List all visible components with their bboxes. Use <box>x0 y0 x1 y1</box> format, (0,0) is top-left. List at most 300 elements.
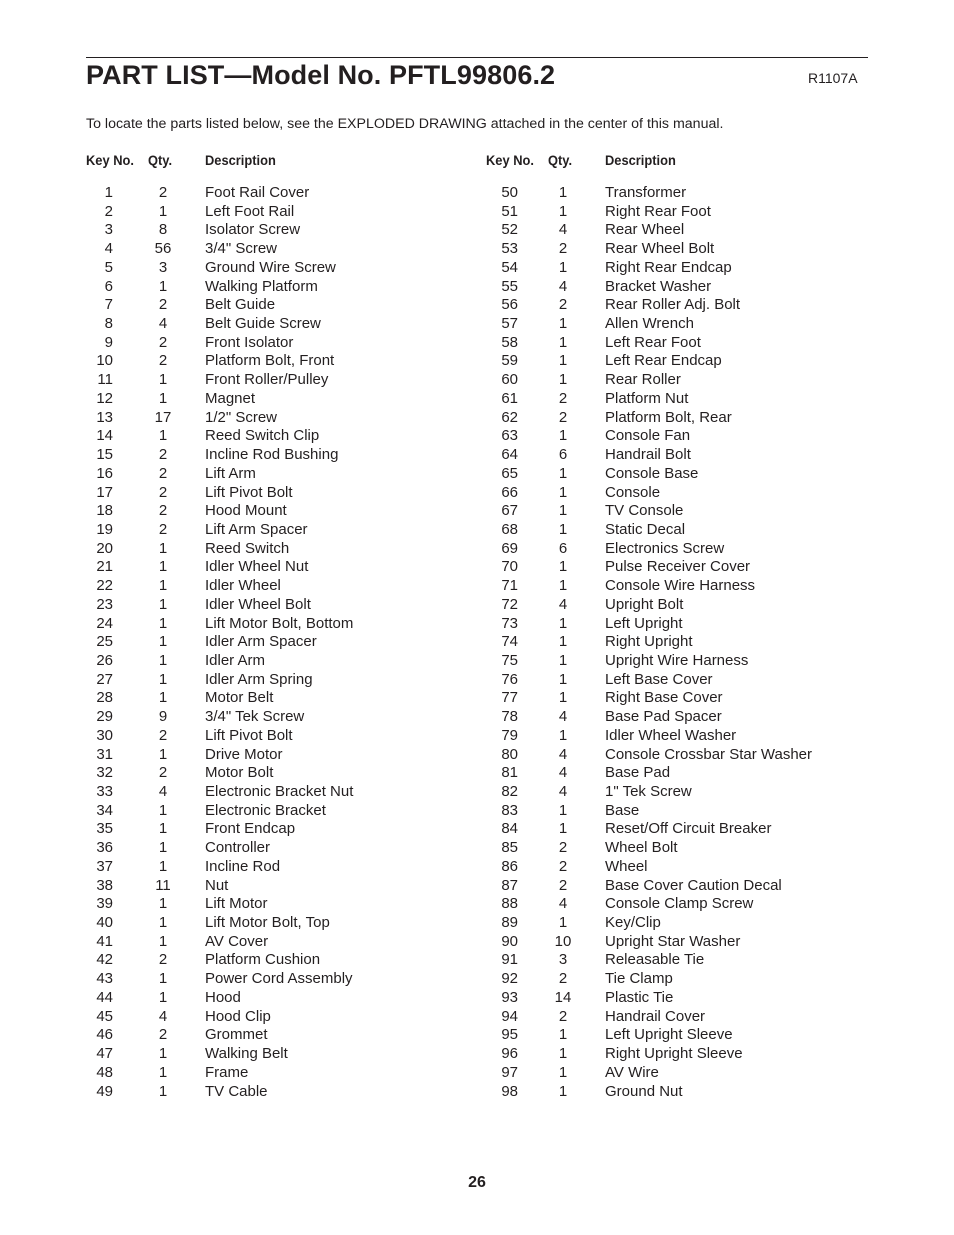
part-description: Frame <box>205 1063 249 1081</box>
part-description: Handrail Cover <box>605 1007 706 1025</box>
part-qty: 6 <box>558 539 568 557</box>
part-key-no: 89 <box>501 914 518 932</box>
part-qty: 1 <box>158 558 168 576</box>
part-qty: 1 <box>158 745 168 763</box>
page-title: PART LIST—Model No. PFTL99806.2 <box>86 60 556 90</box>
part-key-no: 85 <box>501 839 518 857</box>
part-description: Motor Bolt <box>205 764 274 782</box>
part-qty: 1 <box>158 914 168 932</box>
table-row <box>86 1045 486 1064</box>
table-row <box>86 259 486 278</box>
header-description: Description <box>205 152 276 168</box>
table-row <box>86 596 486 615</box>
part-key-no: 67 <box>501 502 518 520</box>
table-row <box>486 858 886 877</box>
table-row <box>86 465 486 484</box>
part-key-no: 62 <box>501 408 518 426</box>
part-description: Upright Star Washer <box>605 932 741 950</box>
part-qty: 1 <box>158 614 168 632</box>
table-row <box>486 352 886 371</box>
part-description: Reed Switch <box>205 539 290 557</box>
table-row <box>486 540 886 559</box>
part-description: Ground Wire Screw <box>205 258 336 276</box>
part-description: Static Decal <box>605 520 686 538</box>
part-description: Idler Wheel Washer <box>605 726 737 744</box>
table-row <box>486 820 886 839</box>
part-key-no: 13 <box>96 408 113 426</box>
part-description: AV Wire <box>605 1063 659 1081</box>
part-key-no: 3 <box>104 221 113 239</box>
table-row <box>86 540 486 559</box>
part-description: Console Clamp Screw <box>605 895 754 913</box>
part-key-no: 4 <box>104 240 113 258</box>
part-qty: 1 <box>558 333 568 351</box>
part-key-no: 75 <box>501 651 518 669</box>
part-qty: 1 <box>158 651 168 669</box>
part-key-no: 16 <box>96 464 113 482</box>
table-row <box>86 877 486 896</box>
part-description: AV Cover <box>205 932 269 950</box>
part-qty: 1 <box>158 932 168 950</box>
part-qty: 1 <box>158 1045 168 1063</box>
part-description: Platform Bolt, Front <box>205 352 335 370</box>
part-qty: 1 <box>558 315 568 333</box>
part-key-no: 15 <box>96 446 113 464</box>
part-description: Left Upright Sleeve <box>605 1026 733 1044</box>
part-description: Lift Arm <box>205 464 256 482</box>
table-row <box>86 633 486 652</box>
table-row <box>86 951 486 970</box>
parts-table-left <box>86 152 486 1101</box>
part-key-no: 60 <box>501 371 518 389</box>
part-key-no: 74 <box>501 633 518 651</box>
part-qty: 2 <box>158 951 168 969</box>
part-description: Right Base Cover <box>605 689 723 707</box>
part-qty: 1 <box>558 820 568 838</box>
table-row <box>86 895 486 914</box>
table-row <box>486 278 886 297</box>
part-description: Power Cord Assembly <box>205 970 353 988</box>
table-row <box>486 577 886 596</box>
part-description: Rear Wheel Bolt <box>605 240 715 258</box>
part-key-no: 45 <box>96 1007 113 1025</box>
part-key-no: 17 <box>96 483 113 501</box>
part-description: Right Rear Foot <box>605 202 711 220</box>
table-row <box>486 783 886 802</box>
part-description: Grommet <box>205 1026 268 1044</box>
table-row <box>486 259 886 278</box>
part-description: Upright Wire Harness <box>605 651 749 669</box>
part-description: Electronic Bracket Nut <box>205 783 354 800</box>
part-qty: 2 <box>558 296 568 314</box>
part-qty: 2 <box>158 184 168 201</box>
table-row <box>486 521 886 540</box>
part-qty: 1 <box>158 1082 168 1100</box>
part-description: Rear Wheel <box>605 221 685 239</box>
part-key-no: 93 <box>501 988 518 1006</box>
part-description: Wheel Bolt <box>605 839 678 857</box>
table-row <box>86 914 486 933</box>
part-key-no: 91 <box>501 951 518 969</box>
part-key-no: 25 <box>96 633 113 651</box>
table-row <box>86 671 486 690</box>
table-row <box>486 596 886 615</box>
table-row <box>86 989 486 1008</box>
part-qty: 1 <box>158 539 168 557</box>
part-key-no: 90 <box>501 932 518 950</box>
part-qty: 4 <box>158 1007 168 1025</box>
part-description: Idler Arm Spring <box>205 670 313 688</box>
part-qty: 2 <box>558 408 568 426</box>
part-description: Front Isolator <box>205 333 294 351</box>
table-row <box>486 390 886 409</box>
part-description: Walking Platform <box>205 277 318 295</box>
part-description: Releasable Tie <box>605 951 705 969</box>
part-qty: 4 <box>558 764 568 782</box>
part-qty: 2 <box>558 839 568 857</box>
part-qty: 4 <box>558 221 568 239</box>
part-description: Hood <box>205 988 241 1006</box>
part-key-no: 31 <box>96 745 113 763</box>
part-description: Front Roller/Pulley <box>205 371 329 389</box>
table-row <box>86 352 486 371</box>
part-qty: 4 <box>558 277 568 295</box>
part-key-no: 1 <box>104 184 113 201</box>
part-key-no: 33 <box>96 783 113 800</box>
part-qty: 1 <box>558 614 568 632</box>
table-row <box>486 484 886 503</box>
part-key-no: 63 <box>501 427 518 445</box>
table-row <box>486 558 886 577</box>
part-qty: 2 <box>558 389 568 407</box>
part-qty: 2 <box>558 857 568 875</box>
table-row <box>486 371 886 390</box>
table-row <box>86 446 486 465</box>
table-row <box>486 708 886 727</box>
part-key-no: 84 <box>501 820 518 838</box>
table-row <box>486 895 886 914</box>
table-row <box>486 689 886 708</box>
part-description: Base <box>605 801 640 819</box>
part-qty: 1 <box>558 427 568 445</box>
part-description: Console Wire Harness <box>605 577 756 595</box>
table-row <box>486 1008 886 1027</box>
part-key-no: 8 <box>104 315 113 333</box>
part-qty: 1 <box>558 633 568 651</box>
title-rule <box>86 57 868 58</box>
part-key-no: 69 <box>501 539 518 557</box>
part-qty: 1 <box>158 689 168 707</box>
part-key-no: 7 <box>104 296 113 314</box>
table-row <box>486 671 886 690</box>
table-row <box>486 802 886 821</box>
part-description: Reset/Off Circuit Breaker <box>605 820 772 838</box>
part-description: Console <box>605 483 661 501</box>
table-row <box>486 240 886 259</box>
part-key-no: 21 <box>96 558 113 576</box>
part-description: Walking Belt <box>205 1045 288 1063</box>
table-row <box>86 615 486 634</box>
part-qty: 1 <box>558 371 568 389</box>
part-key-no: 54 <box>501 258 518 276</box>
table-row <box>86 240 486 259</box>
part-description: Idler Wheel <box>205 577 281 595</box>
part-description: Right Upright <box>605 633 693 651</box>
part-qty: 1 <box>158 988 168 1006</box>
table-row <box>486 727 886 746</box>
part-description: Idler Wheel Nut <box>205 558 309 576</box>
part-qty: 4 <box>558 895 568 913</box>
part-key-no: 47 <box>96 1045 113 1063</box>
header-key-no: Key No. <box>86 152 134 168</box>
part-description: Lift Motor Bolt, Bottom <box>205 614 354 632</box>
part-description: Left Rear Foot <box>605 333 701 351</box>
part-qty: 17 <box>154 408 172 426</box>
part-qty: 2 <box>158 483 168 501</box>
table-row <box>86 296 486 315</box>
part-description: Console Base <box>605 464 699 482</box>
part-description: Left Foot Rail <box>205 202 295 220</box>
part-key-no: 70 <box>501 558 518 576</box>
part-description: Lift Pivot Bolt <box>205 483 293 501</box>
part-qty: 1 <box>558 258 568 276</box>
part-description: Lift Motor Bolt, Top <box>205 914 330 932</box>
table-row <box>486 1045 886 1064</box>
part-key-no: 35 <box>96 820 113 838</box>
parts-rows-right <box>486 184 886 1101</box>
part-qty: 2 <box>158 1026 168 1044</box>
part-description: Base Pad Spacer <box>605 708 722 726</box>
part-description: Console Crossbar Star Washer <box>605 745 813 763</box>
table-row <box>486 334 886 353</box>
part-description: Belt Guide Screw <box>205 315 321 333</box>
table-row <box>86 802 486 821</box>
part-qty: 1 <box>558 651 568 669</box>
part-qty: 2 <box>558 1007 568 1025</box>
part-qty: 1 <box>558 914 568 932</box>
table-row <box>86 203 486 222</box>
part-description: Base Pad <box>605 764 671 782</box>
part-description: Hood Clip <box>205 1007 271 1025</box>
part-key-no: 40 <box>96 914 113 932</box>
part-description: Tie Clamp <box>605 970 673 988</box>
part-key-no: 80 <box>501 745 518 763</box>
part-key-no: 76 <box>501 670 518 688</box>
part-qty: 1 <box>558 1063 568 1081</box>
table-row <box>486 184 886 203</box>
table-row <box>486 615 886 634</box>
table-row <box>486 1083 886 1102</box>
part-description: Console Fan <box>605 427 691 445</box>
page-number: 26 <box>468 1174 486 1191</box>
part-qty: 2 <box>558 876 568 894</box>
part-description: 1" Tek Screw <box>605 783 692 800</box>
part-key-no: 9 <box>104 333 113 351</box>
part-qty: 1 <box>158 1063 168 1081</box>
part-qty: 1 <box>158 427 168 445</box>
table-row <box>86 1064 486 1083</box>
part-key-no: 82 <box>501 783 518 800</box>
table-row <box>86 708 486 727</box>
part-key-no: 30 <box>96 726 113 744</box>
table-row <box>86 1026 486 1045</box>
part-description: Electronics Screw <box>605 539 725 557</box>
part-qty: 1 <box>558 520 568 538</box>
table-row <box>486 839 886 858</box>
part-qty: 1 <box>158 857 168 875</box>
table-row <box>86 933 486 952</box>
part-key-no: 88 <box>501 895 518 913</box>
part-qty: 1 <box>558 577 568 595</box>
part-description: Platform Bolt, Rear <box>605 408 732 426</box>
part-key-no: 23 <box>96 595 113 613</box>
part-key-no: 72 <box>501 595 518 613</box>
part-key-no: 29 <box>96 708 113 726</box>
part-description: Plastic Tie <box>605 988 674 1006</box>
table-row <box>86 371 486 390</box>
part-qty: 3 <box>558 951 568 969</box>
document-code: R1107A <box>808 70 858 86</box>
part-key-no: 73 <box>501 614 518 632</box>
table-row <box>86 315 486 334</box>
part-description: Reed Switch Clip <box>205 427 320 445</box>
part-key-no: 64 <box>501 446 518 464</box>
part-description: Lift Motor <box>205 895 268 913</box>
part-key-no: 79 <box>501 726 518 744</box>
part-key-no: 2 <box>104 202 113 220</box>
table-row <box>86 221 486 240</box>
table-row <box>86 558 486 577</box>
part-qty: 1 <box>558 689 568 707</box>
table-row <box>86 577 486 596</box>
part-description: Idler Arm Spacer <box>205 633 317 651</box>
part-description: Allen Wrench <box>605 315 694 333</box>
part-qty: 1 <box>158 577 168 595</box>
table-row <box>86 689 486 708</box>
table-row <box>86 484 486 503</box>
table-row <box>486 203 886 222</box>
part-qty: 6 <box>558 446 568 464</box>
part-key-no: 12 <box>96 389 113 407</box>
part-key-no: 41 <box>96 932 113 950</box>
part-qty: 1 <box>158 595 168 613</box>
part-qty: 2 <box>158 726 168 744</box>
part-description: TV Cable <box>205 1082 268 1100</box>
part-key-no: 24 <box>96 614 113 632</box>
part-qty: 2 <box>158 520 168 538</box>
part-qty: 1 <box>158 839 168 857</box>
table-row <box>86 278 486 297</box>
part-description: Motor Belt <box>205 689 274 707</box>
table-row <box>486 933 886 952</box>
part-key-no: 5 <box>104 258 113 276</box>
part-key-no: 51 <box>501 202 518 220</box>
part-qty: 1 <box>558 483 568 501</box>
table-row <box>486 296 886 315</box>
part-key-no: 59 <box>501 352 518 370</box>
part-key-no: 38 <box>96 876 113 894</box>
part-description: Isolator Screw <box>205 221 301 239</box>
table-row <box>86 521 486 540</box>
part-qty: 1 <box>558 801 568 819</box>
part-qty: 10 <box>554 932 572 950</box>
table-header <box>86 152 486 172</box>
table-row <box>486 746 886 765</box>
part-description: Platform Cushion <box>205 951 321 969</box>
table-header <box>486 152 886 172</box>
part-description: Foot Rail Cover <box>205 184 310 201</box>
part-qty: 1 <box>158 820 168 838</box>
part-description: Lift Pivot Bolt <box>205 726 293 744</box>
part-description: Front Endcap <box>205 820 296 838</box>
part-key-no: 58 <box>501 333 518 351</box>
table-row <box>86 764 486 783</box>
table-row <box>486 409 886 428</box>
table-row <box>486 1026 886 1045</box>
table-row <box>86 184 486 203</box>
part-key-no: 56 <box>501 296 518 314</box>
part-qty: 2 <box>158 764 168 782</box>
part-key-no: 94 <box>501 1007 518 1025</box>
part-key-no: 53 <box>501 240 518 258</box>
part-key-no: 52 <box>501 221 518 239</box>
parts-table-right <box>486 152 886 1101</box>
part-key-no: 98 <box>501 1082 518 1100</box>
table-row <box>86 820 486 839</box>
table-row <box>86 390 486 409</box>
table-row <box>486 914 886 933</box>
table-row <box>486 877 886 896</box>
part-key-no: 61 <box>501 389 518 407</box>
part-key-no: 65 <box>501 464 518 482</box>
header-description: Description <box>605 152 676 168</box>
part-description: Upright Bolt <box>605 595 684 613</box>
table-row <box>86 746 486 765</box>
part-key-no: 83 <box>501 801 518 819</box>
part-key-no: 42 <box>96 951 113 969</box>
part-key-no: 20 <box>96 539 113 557</box>
part-description: Handrail Bolt <box>605 446 691 464</box>
part-qty: 1 <box>158 389 168 407</box>
part-description: Electronic Bracket <box>205 801 326 819</box>
table-row <box>86 970 486 989</box>
table-row <box>486 465 886 484</box>
header-qty: Qty. <box>148 152 173 168</box>
header-key-no: Key No. <box>486 152 534 168</box>
part-key-no: 78 <box>501 708 518 726</box>
table-row <box>86 652 486 671</box>
table-row <box>486 446 886 465</box>
part-key-no: 81 <box>501 764 518 782</box>
part-key-no: 19 <box>96 520 113 538</box>
table-row <box>486 315 886 334</box>
part-qty: 1 <box>558 352 568 370</box>
part-key-no: 71 <box>501 577 518 595</box>
part-description: Incline Rod <box>205 857 281 875</box>
part-description: Base Cover Caution Decal <box>605 876 782 894</box>
table-row <box>486 970 886 989</box>
part-key-no: 10 <box>96 352 113 370</box>
part-qty: 56 <box>154 240 172 258</box>
part-qty: 1 <box>158 202 168 220</box>
part-qty: 1 <box>558 184 568 201</box>
part-qty: 1 <box>558 726 568 744</box>
part-description: Left Upright <box>605 614 683 632</box>
parts-rows-left <box>86 184 486 1101</box>
part-description: Controller <box>205 839 271 857</box>
part-qty: 1 <box>158 277 168 295</box>
part-qty: 1 <box>158 895 168 913</box>
